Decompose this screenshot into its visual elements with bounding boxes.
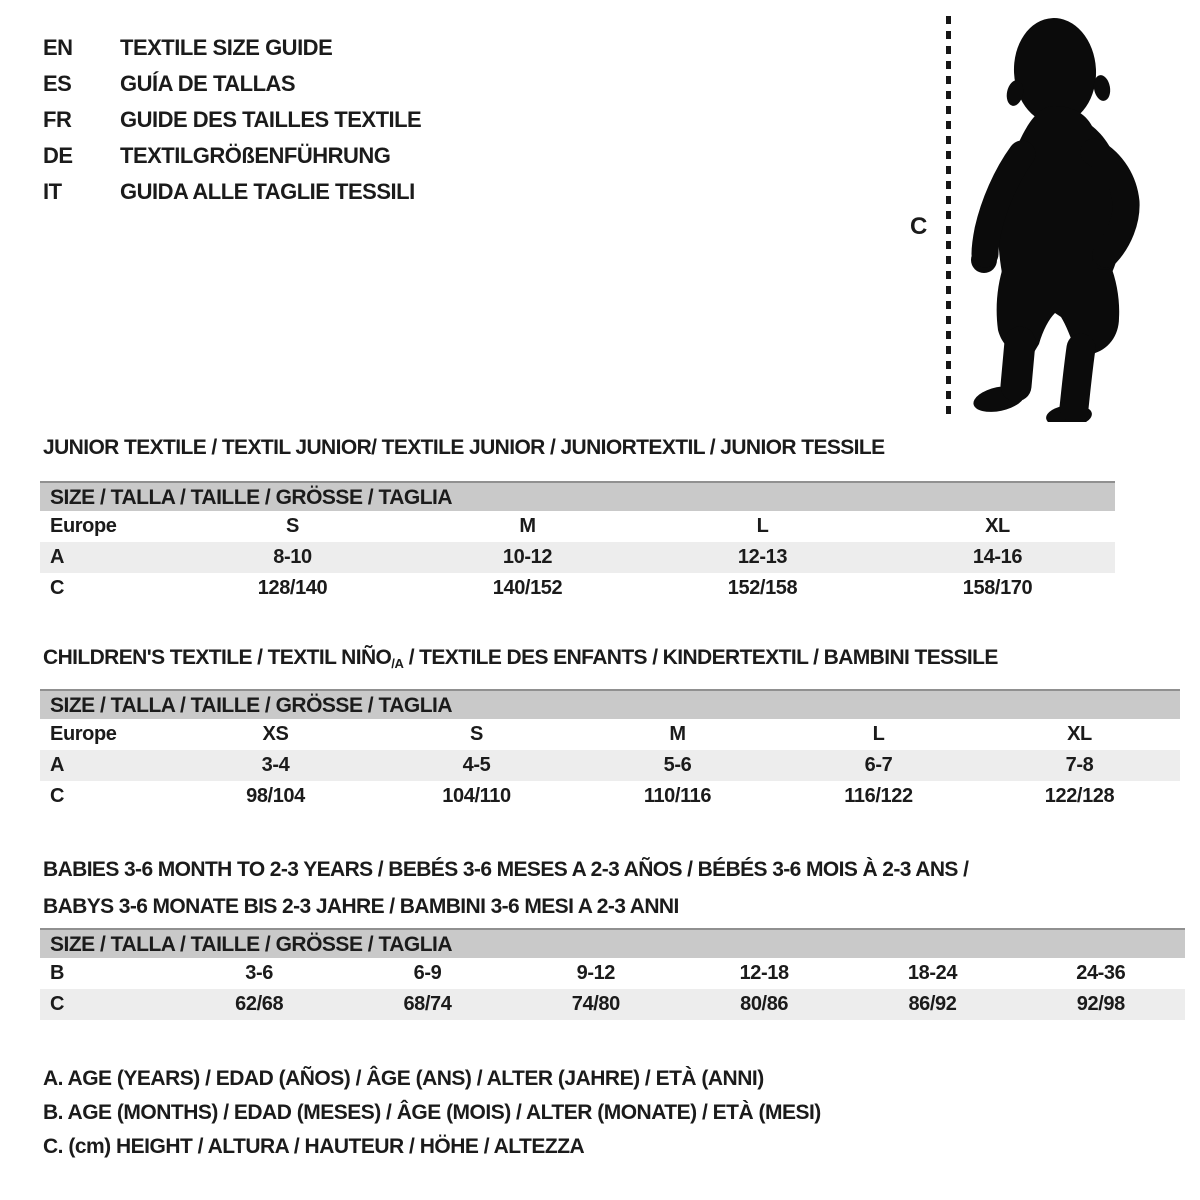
size-cell: M [669,723,686,745]
size-cell: XL [1067,723,1092,745]
size-cell: L [756,515,769,537]
size-header-band: SIZE / TALLA / TAILLE / GRÖSSE / TAGLIA [40,928,1185,958]
table-row-height-cm [40,989,1185,1020]
size-cell: S [470,723,483,745]
babies-size-table [40,928,1185,1020]
row-label: Europe [50,515,117,537]
row-label: C [50,785,65,807]
age-cell: 12-18 [739,962,789,984]
age-cell: 9-12 [576,962,616,984]
age-cell: 6-7 [864,754,893,776]
children-title-sub: /A [391,656,404,671]
size-cell: L [872,723,885,745]
size-cell: XS [262,723,289,745]
row-label: B [50,962,65,984]
language-row-de [43,138,421,174]
guide-title-it: GUIDA ALLE TAGLIE TESSILI [120,179,415,204]
babies-title-line1: BABIES 3-6 MONTH TO 2-3 YEARS / BEBÉS 3-6 MESES A 2-3 AÑOS / BÉBÉS 3-6 MOIS À 2-3 ANS / [43,858,969,881]
language-title-list [43,30,421,210]
row-label: C [50,577,65,599]
age-cell: 3-6 [245,962,274,984]
guide-title-es: GUÍA DE TALLAS [120,71,296,96]
height-cell: 92/98 [1076,993,1125,1015]
table-row-europe [40,511,1115,542]
height-cell: 152/158 [727,577,798,599]
language-row-es [43,66,421,102]
height-cell: 110/116 [643,785,712,807]
age-cell: 4-5 [462,754,491,776]
guide-title-de: TEXTILGRÖßENFÜHRUNG [120,143,391,168]
height-cell: 158/170 [962,577,1033,599]
children-title-post: / TEXTILE DES ENFANTS / KINDERTEXTIL / BAMBINI TESSILE [403,646,998,669]
row-label: C [50,993,65,1015]
age-cell: 24-36 [1076,962,1126,984]
height-measure-dashed-line [946,16,951,414]
age-cell: 12-13 [737,546,788,568]
row-label: Europe [50,723,117,745]
height-cell: 140/152 [492,577,563,599]
height-cell: 122/128 [1044,785,1115,807]
language-code: DE [43,143,73,168]
age-cell: 18-24 [907,962,958,984]
height-cell: 128/140 [257,577,328,599]
footnote-height-cm: C. (cm) HEIGHT / ALTURA / HAUTEUR / HÖHE / ALTEZZA [43,1135,585,1158]
guide-title-fr: GUIDE DES TAILLES TEXTILE [120,107,422,132]
footnote-age-months: B. AGE (MONTHS) / EDAD (MESES) / ÂGE (MOIS) / ALTER (MONATE) / ETÀ (MESI) [43,1101,821,1124]
row-label: A [50,754,65,776]
age-cell: 6-9 [413,962,442,984]
babies-title-line2: BABYS 3-6 MONATE BIS 2-3 JAHRE / BAMBINI 3-6 MESI A 2-3 ANNI [43,895,679,918]
age-cell: 10-12 [502,546,553,568]
section-title-babies [43,851,968,925]
footnote-age-years: A. AGE (YEARS) / EDAD (AÑOS) / ÂGE (ANS) / ALTER (JAHRE) / ETÀ (ANNI) [43,1067,764,1090]
guide-title-en: TEXTILE SIZE GUIDE [120,35,333,60]
height-cell: 98/104 [246,785,305,807]
size-cell: XL [985,515,1010,537]
children-size-table [40,689,1180,812]
table-row-age-months [40,958,1185,989]
height-cell: 74/80 [571,993,620,1015]
table-row-age-years [40,542,1115,573]
height-cell: 68/74 [403,993,452,1015]
language-code: FR [43,107,72,132]
table-row-height-cm [40,573,1115,604]
language-code: IT [43,179,62,204]
age-cell: 3-4 [261,754,290,776]
language-row-it [43,174,421,210]
row-label: A [50,546,65,568]
table-row-age-years [40,750,1180,781]
age-cell: 8-10 [273,546,312,568]
size-cell: M [519,515,536,537]
section-title-children [43,646,998,671]
section-title-junior: JUNIOR TEXTILE / TEXTIL JUNIOR/ TEXTILE JUNIOR / JUNIORTEXTIL / JUNIOR TESSILE [43,436,885,459]
language-code: EN [43,35,73,60]
age-cell: 5-6 [663,754,692,776]
height-cell: 104/110 [442,785,511,807]
language-row-en [43,30,421,66]
table-row-europe [40,719,1180,750]
height-measure-label: C [910,213,928,240]
language-code: ES [43,71,72,96]
size-header-band: SIZE / TALLA / TAILLE / GRÖSSE / TAGLIA [40,689,1180,719]
size-cell: S [286,515,299,537]
height-cell: 116/122 [844,785,913,807]
children-title-pre: CHILDREN'S TEXTILE / TEXTIL NIÑO [43,646,392,669]
toddler-silhouette-icon [958,14,1150,422]
age-cell: 14-16 [972,546,1023,568]
language-row-fr [43,102,421,138]
age-cell: 7-8 [1065,754,1094,776]
height-cell: 62/68 [235,993,284,1015]
height-cell: 86/92 [908,993,957,1015]
size-header-band: SIZE / TALLA / TAILLE / GRÖSSE / TAGLIA [40,481,1115,511]
height-cell: 80/86 [740,993,789,1015]
junior-size-table [40,481,1115,604]
legend-footnotes [43,1062,821,1164]
table-row-height-cm [40,781,1180,812]
